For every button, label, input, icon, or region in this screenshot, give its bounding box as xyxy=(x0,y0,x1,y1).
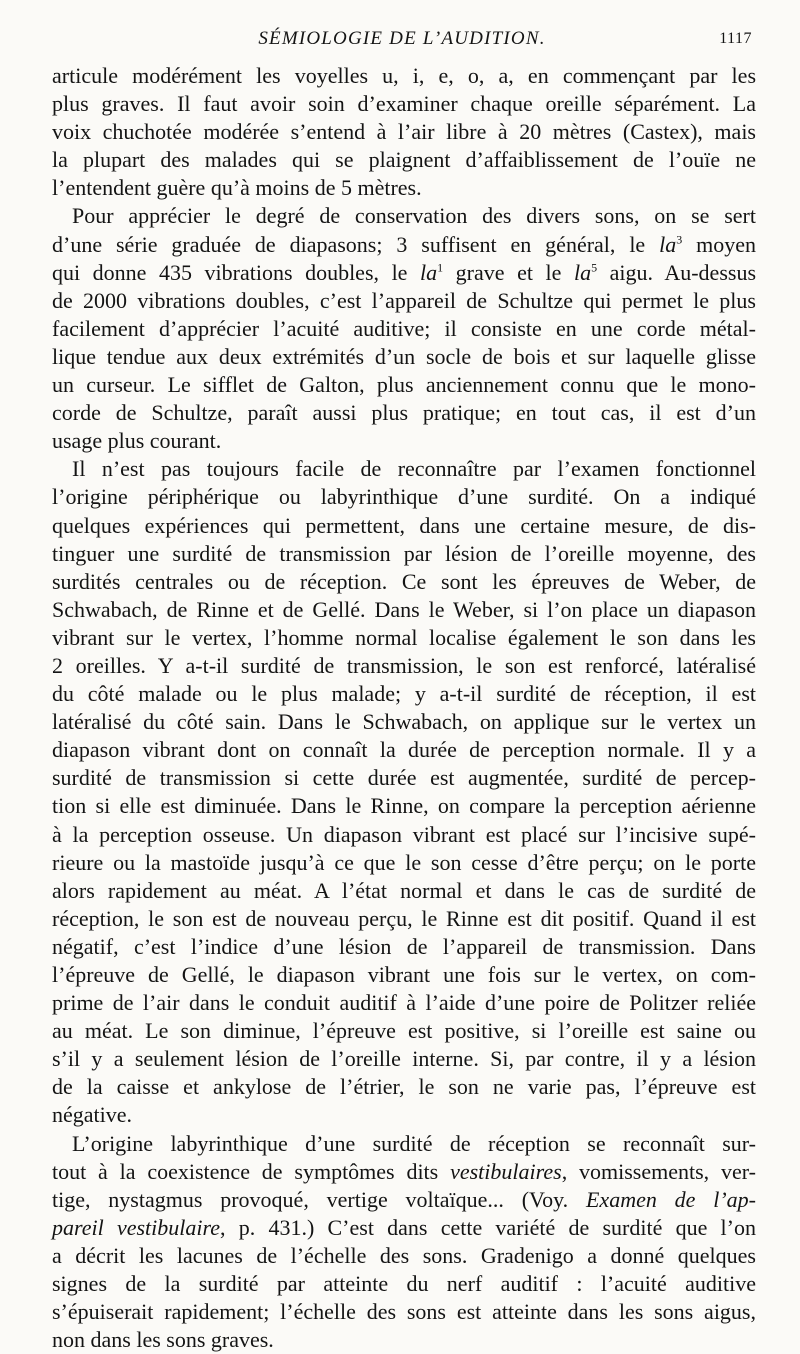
text-line xyxy=(52,455,756,483)
text-line xyxy=(52,764,756,792)
text-run: lique tendue aux deux extrémités d’un socle de bois et sur laquelle glisse xyxy=(52,343,756,369)
text-run: voix chuchotée modérée s’entend à l’air libre à 20 mètres (Castex), mais xyxy=(52,119,756,145)
text-run: la plupart des malades qui se plaignent d’affaiblissement de l’ouïe ne xyxy=(52,147,756,173)
text-line xyxy=(52,343,756,371)
text-run: quelques expériences qui permettent, dans une certaine mesure, de dis- xyxy=(52,512,756,538)
text-run: tout à la coexistence de symptômes dits xyxy=(52,1158,451,1184)
text-run: 2 oreilles. Y a-t-il surdité de transmission, le son est renforcé, latéralisé xyxy=(52,652,756,678)
text-run: de 2000 vibrations doubles, c’est l’appareil de Schultze qui permet le plus xyxy=(52,287,756,313)
superscript: 1 xyxy=(437,260,444,275)
paragraph xyxy=(52,62,756,202)
text-run: Il n’est pas toujours facile de reconnaître par l’examen fonctionnel xyxy=(72,456,756,482)
text-run: de la caisse et ankylose de l’étrier, le son ne varie pas, l’épreuve est xyxy=(52,1074,756,1100)
text-line xyxy=(52,1017,756,1045)
text-run: tinguer une surdité de transmission par lésion de l’oreille moyenne, des xyxy=(52,540,756,566)
page-number: 1117 xyxy=(719,30,752,47)
text-line xyxy=(52,483,756,511)
text-line xyxy=(52,1073,756,1101)
text-line xyxy=(52,961,756,989)
text-line xyxy=(52,1186,756,1214)
text-run: vestibulaires xyxy=(450,1158,562,1184)
text-line xyxy=(52,680,756,708)
text-run: l’origine périphérique ou labyrinthique d’une surdité. On a indiqué xyxy=(52,484,756,510)
text-run: Examen de l’ap- xyxy=(585,1186,756,1212)
text-run: la xyxy=(659,231,677,257)
text-line xyxy=(52,540,756,568)
superscript: 5 xyxy=(591,260,598,275)
text-run: corde de Schultze, paraît aussi plus pratique; en tout cas, il est d’un xyxy=(52,400,756,426)
text-line xyxy=(52,146,756,174)
text-line xyxy=(52,792,756,820)
text-line xyxy=(52,1270,756,1298)
text-run: surdité de transmission si cette durée est augmentée, surdité de percep- xyxy=(52,765,756,791)
text-run: du côté malade ou le plus malade; y a-t-il surdité de réception, il est xyxy=(52,681,756,707)
paragraph xyxy=(52,1130,756,1354)
text-run: d’une série graduée de diapasons; 3 suffisent en général, le xyxy=(52,231,660,257)
text-run: Schwabach, de Rinne et de Gellé. Dans le Weber, si l’on place un diapason xyxy=(52,596,756,622)
text-run: réception, le son est de nouveau perçu, le Rinne est dit positif. Quand il est xyxy=(52,905,756,931)
text-line xyxy=(52,849,756,877)
text-run: moyen xyxy=(682,231,756,257)
text-line xyxy=(52,371,756,399)
text-line xyxy=(52,427,756,455)
superscript: 3 xyxy=(676,232,683,247)
text-run: s’il y a seulement lésion de l’oreille interne. Si, par contre, il y a lésion xyxy=(52,1046,756,1072)
text-run: usage plus courant. xyxy=(52,428,222,454)
text-run: signes de la surdité par atteinte du nerf auditif : l’acuité auditive xyxy=(52,1271,756,1297)
text-run: diapason vibrant dont on connaît la durée de perception normale. Il y a xyxy=(52,737,756,763)
text-run: articule modérément les voyelles u, i, e, o, a, en commençant par les xyxy=(52,63,756,88)
text-line xyxy=(52,259,756,287)
text-run: non dans les sons graves. xyxy=(52,1327,274,1353)
text-line xyxy=(52,1130,756,1158)
text-line xyxy=(52,821,756,849)
paragraph xyxy=(52,202,756,455)
text-line xyxy=(52,1101,756,1129)
text-line xyxy=(52,933,756,961)
text-line xyxy=(52,652,756,680)
text-run: L’origine labyrinthique d’une surdité de réception se reconnaît sur- xyxy=(72,1130,756,1156)
text-run: , p. 431.) C’est dans cette variété de surdité que l’on xyxy=(220,1214,756,1240)
text-run: la xyxy=(573,259,592,285)
text-run: pareil vestibulaire xyxy=(52,1214,221,1240)
text-run: négatif, c’est l’indice d’une lésion de l’appareil de transmission. Dans xyxy=(52,933,756,959)
text-run: facilement d’apprécier l’acuité auditive; il consiste en une corde métal- xyxy=(52,315,756,341)
text-line xyxy=(52,596,756,624)
running-head-title: SÉMIOLOGIE DE L’AUDITION. xyxy=(258,28,546,49)
text-run: grave et le xyxy=(443,259,574,285)
paragraph xyxy=(52,455,756,1129)
text-line xyxy=(52,315,756,343)
text-line xyxy=(52,202,756,230)
text-run: qui donne 435 vibrations doubles, le xyxy=(52,259,420,285)
text-run: l’entendent guère qu’à moins de 5 mètres. xyxy=(52,175,422,201)
text-run: la xyxy=(420,259,438,285)
text-line xyxy=(52,512,756,540)
running-head xyxy=(52,28,752,60)
text-line xyxy=(52,1298,756,1326)
text-line xyxy=(52,231,756,259)
text-line xyxy=(52,708,756,736)
text-line xyxy=(52,399,756,427)
text-run: négative. xyxy=(52,1102,133,1128)
text-line xyxy=(52,736,756,764)
text-run: au méat. Le son diminue, l’épreuve est positive, si l’oreille est saine ou xyxy=(52,1018,756,1044)
text-line xyxy=(52,624,756,652)
text-run: a décrit les lacunes de l’échelle des sons. Gradenigo a donné quelques xyxy=(52,1242,756,1268)
text-run: à la perception osseuse. Un diapason vibrant est placé sur l’incisive supé- xyxy=(52,821,756,847)
text-run: s’épuiserait rapidement; l’échelle des sons est atteinte dans les sons aigus, xyxy=(52,1299,756,1325)
text-line xyxy=(52,118,756,146)
text-line xyxy=(52,90,756,118)
text-line xyxy=(52,174,756,202)
text-line xyxy=(52,1326,756,1354)
text-run: latéralisé du côté sain. Dans le Schwabach, on applique sur le vertex un xyxy=(52,709,756,735)
body-text xyxy=(52,62,756,1354)
text-line xyxy=(52,287,756,315)
text-line xyxy=(52,905,756,933)
text-run: rieure ou la mastoïde jusqu’à ce que le son cesse d’être perçu; on le porte xyxy=(52,849,756,875)
text-run: un curseur. Le sifflet de Galton, plus anciennement connu que le mono- xyxy=(52,372,756,398)
text-run: surdités centrales ou de réception. Ce sont les épreuves de Weber, de xyxy=(52,568,756,594)
text-run: plus graves. Il faut avoir soin d’examiner chaque oreille séparément. La xyxy=(52,91,756,117)
text-line xyxy=(52,877,756,905)
text-run: tige, nystagmus provoqué, vertige voltaïque... (Voy. xyxy=(52,1186,586,1212)
text-line xyxy=(52,62,756,90)
text-run: aigu. Au-dessus xyxy=(597,259,757,285)
text-line xyxy=(52,1045,756,1073)
text-line xyxy=(52,1242,756,1270)
text-line xyxy=(52,568,756,596)
text-run: vibrant sur le vertex, l’homme normal localise également le son dans les xyxy=(52,624,756,650)
text-run: alors rapidement au méat. A l’état normal et dans le cas de surdité de xyxy=(52,877,756,903)
text-run: , vomissements, ver- xyxy=(561,1158,756,1184)
text-line xyxy=(52,1158,756,1186)
text-run: Pour apprécier le degré de conservation des divers sons, on se sert xyxy=(72,203,756,229)
text-line xyxy=(52,989,756,1017)
text-run: l’épreuve de Gellé, le diapason vibrant une fois sur le vertex, on com- xyxy=(52,962,756,987)
text-line xyxy=(52,1214,756,1242)
text-run: tion si elle est diminuée. Dans le Rinne, on compare la perception aérienne xyxy=(52,793,756,819)
text-run: prime de l’air dans le conduit auditif à l’aide d’une poire de Politzer reliée xyxy=(52,990,756,1016)
